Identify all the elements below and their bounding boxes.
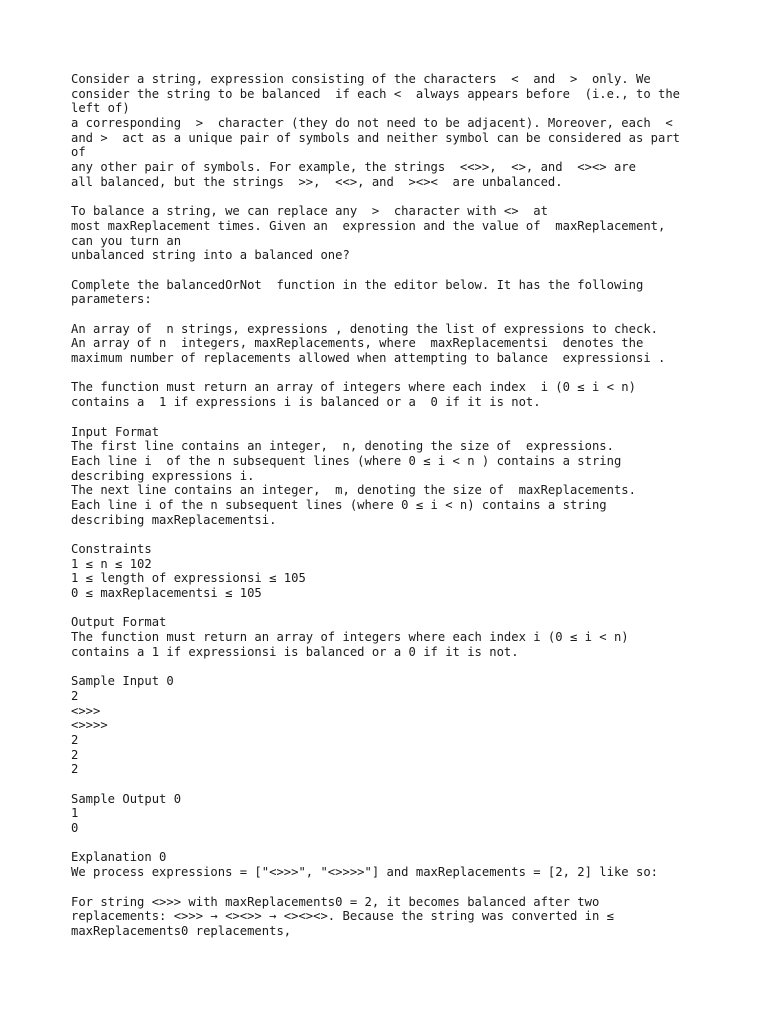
text-line: most maxReplacement times. Given an expression and the value of maxReplacement, xyxy=(71,218,666,233)
text-line: replacements: <>>> → <><>> → <><><>. Because the string was converted in ≤ xyxy=(71,909,614,924)
paragraph-gap xyxy=(71,601,711,616)
text-line: maximum number of replacements allowed when attempting to balance expressionsi . xyxy=(71,351,666,366)
text-line: consider the string to be balanced if each < always appears before (i.e., to the xyxy=(71,86,681,101)
explanation-paragraph xyxy=(71,850,711,879)
text-line: a corresponding > character (they do not need to be adjacent). Moreover, each < xyxy=(71,116,673,131)
text-line: 2 xyxy=(71,762,79,777)
paragraph-gap xyxy=(71,190,711,205)
text-line: 2 xyxy=(71,688,79,703)
text-line: 0 ≤ maxReplacementsi ≤ 105 xyxy=(71,586,262,601)
text-line: 2 xyxy=(71,732,79,747)
text-line: 1 ≤ n ≤ 102 xyxy=(71,556,152,571)
text-line: 1 xyxy=(71,806,79,821)
paragraph-gap xyxy=(71,527,711,542)
paragraph-gap xyxy=(71,366,711,381)
text-line: Sample Input 0 xyxy=(71,674,174,689)
text-line: The next line contains an integer, m, denoting the size of maxReplacements. xyxy=(71,483,636,498)
text-line: The function must return an array of integers where each index i (0 ≤ i < n) xyxy=(71,630,629,645)
function-description-paragraph xyxy=(71,278,711,307)
text-line: Explanation 0 xyxy=(71,850,167,865)
paragraph-gap xyxy=(71,660,711,675)
output-format-paragraph xyxy=(71,615,711,659)
text-line: The first line contains an integer, n, denoting the size of expressions. xyxy=(71,439,614,454)
problem-statement-paragraph xyxy=(71,72,711,190)
text-line: For string <>>> with maxReplacements0 = 2, it becomes balanced after two xyxy=(71,894,600,909)
text-line: Output Format xyxy=(71,615,167,630)
text-line: any other pair of symbols. For example, the strings <<>>, <>, and <><> are xyxy=(71,160,636,175)
parameters-paragraph xyxy=(71,322,711,366)
text-line: <>>>> xyxy=(71,718,108,733)
paragraph-gap xyxy=(71,777,711,792)
paragraph-gap xyxy=(71,836,711,851)
sample-output-paragraph xyxy=(71,792,711,836)
text-line: 1 ≤ length of expressionsi ≤ 105 xyxy=(71,571,306,586)
document-page xyxy=(71,72,711,939)
text-line: all balanced, but the strings >>, <<>, and ><>< are unbalanced. xyxy=(71,174,563,189)
text-line: and > act as a unique pair of symbols and neither symbol can be considered as part xyxy=(71,130,681,145)
paragraph-gap xyxy=(71,307,711,322)
paragraph-gap xyxy=(71,263,711,278)
text-line: unbalanced string into a balanced one? xyxy=(71,248,350,263)
paragraph-gap xyxy=(71,880,711,895)
text-line: Consider a string, expression consisting of the characters < and > only. We xyxy=(71,72,651,86)
sample-input-paragraph xyxy=(71,674,711,777)
text-line: contains a 1 if expressions i is balanced or a 0 if it is not. xyxy=(71,395,541,410)
text-line: We process expressions = ["<>>>", "<>>>>"] and maxReplacements = [2, 2] like so: xyxy=(71,865,658,880)
return-description-paragraph xyxy=(71,380,711,409)
text-line: <>>> xyxy=(71,703,101,718)
text-line: Complete the balancedOrNot function in the editor below. It has the following xyxy=(71,277,644,292)
text-line: parameters: xyxy=(71,292,152,307)
text-line: can you turn an xyxy=(71,233,182,248)
text-line: Each line i of the n subsequent lines (where 0 ≤ i < n) contains a string xyxy=(71,497,607,512)
text-line: 0 xyxy=(71,821,79,836)
text-line: Constraints xyxy=(71,542,152,556)
text-line: The function must return an array of integers where each index i (0 ≤ i < n) xyxy=(71,380,636,395)
text-line: describing expressions i. xyxy=(71,468,255,483)
text-line: Each line i of the n subsequent lines (where 0 ≤ i < n ) contains a string xyxy=(71,453,622,468)
text-line: left of) xyxy=(71,101,130,116)
text-line: Input Format xyxy=(71,424,160,439)
text-line: To balance a string, we can replace any > character with <> at xyxy=(71,204,548,219)
explanation-detail-paragraph xyxy=(71,895,711,939)
constraints-paragraph xyxy=(71,542,711,601)
text-line: contains a 1 if expressionsi is balanced or a 0 if it is not. xyxy=(71,644,519,659)
text-line: describing maxReplacementsi. xyxy=(71,512,277,527)
text-line: of xyxy=(71,145,86,160)
paragraph-gap xyxy=(71,410,711,425)
text-line: Sample Output 0 xyxy=(71,791,182,806)
text-line: An array of n integers, maxReplacements, where maxReplacementsi denotes the xyxy=(71,336,644,351)
text-line: maxReplacements0 replacements, xyxy=(71,923,292,938)
input-format-paragraph xyxy=(71,425,711,528)
balance-rule-paragraph xyxy=(71,204,711,263)
text-line: 2 xyxy=(71,747,79,762)
text-line: An array of n strings, expressions , denoting the list of expressions to check. xyxy=(71,321,658,336)
